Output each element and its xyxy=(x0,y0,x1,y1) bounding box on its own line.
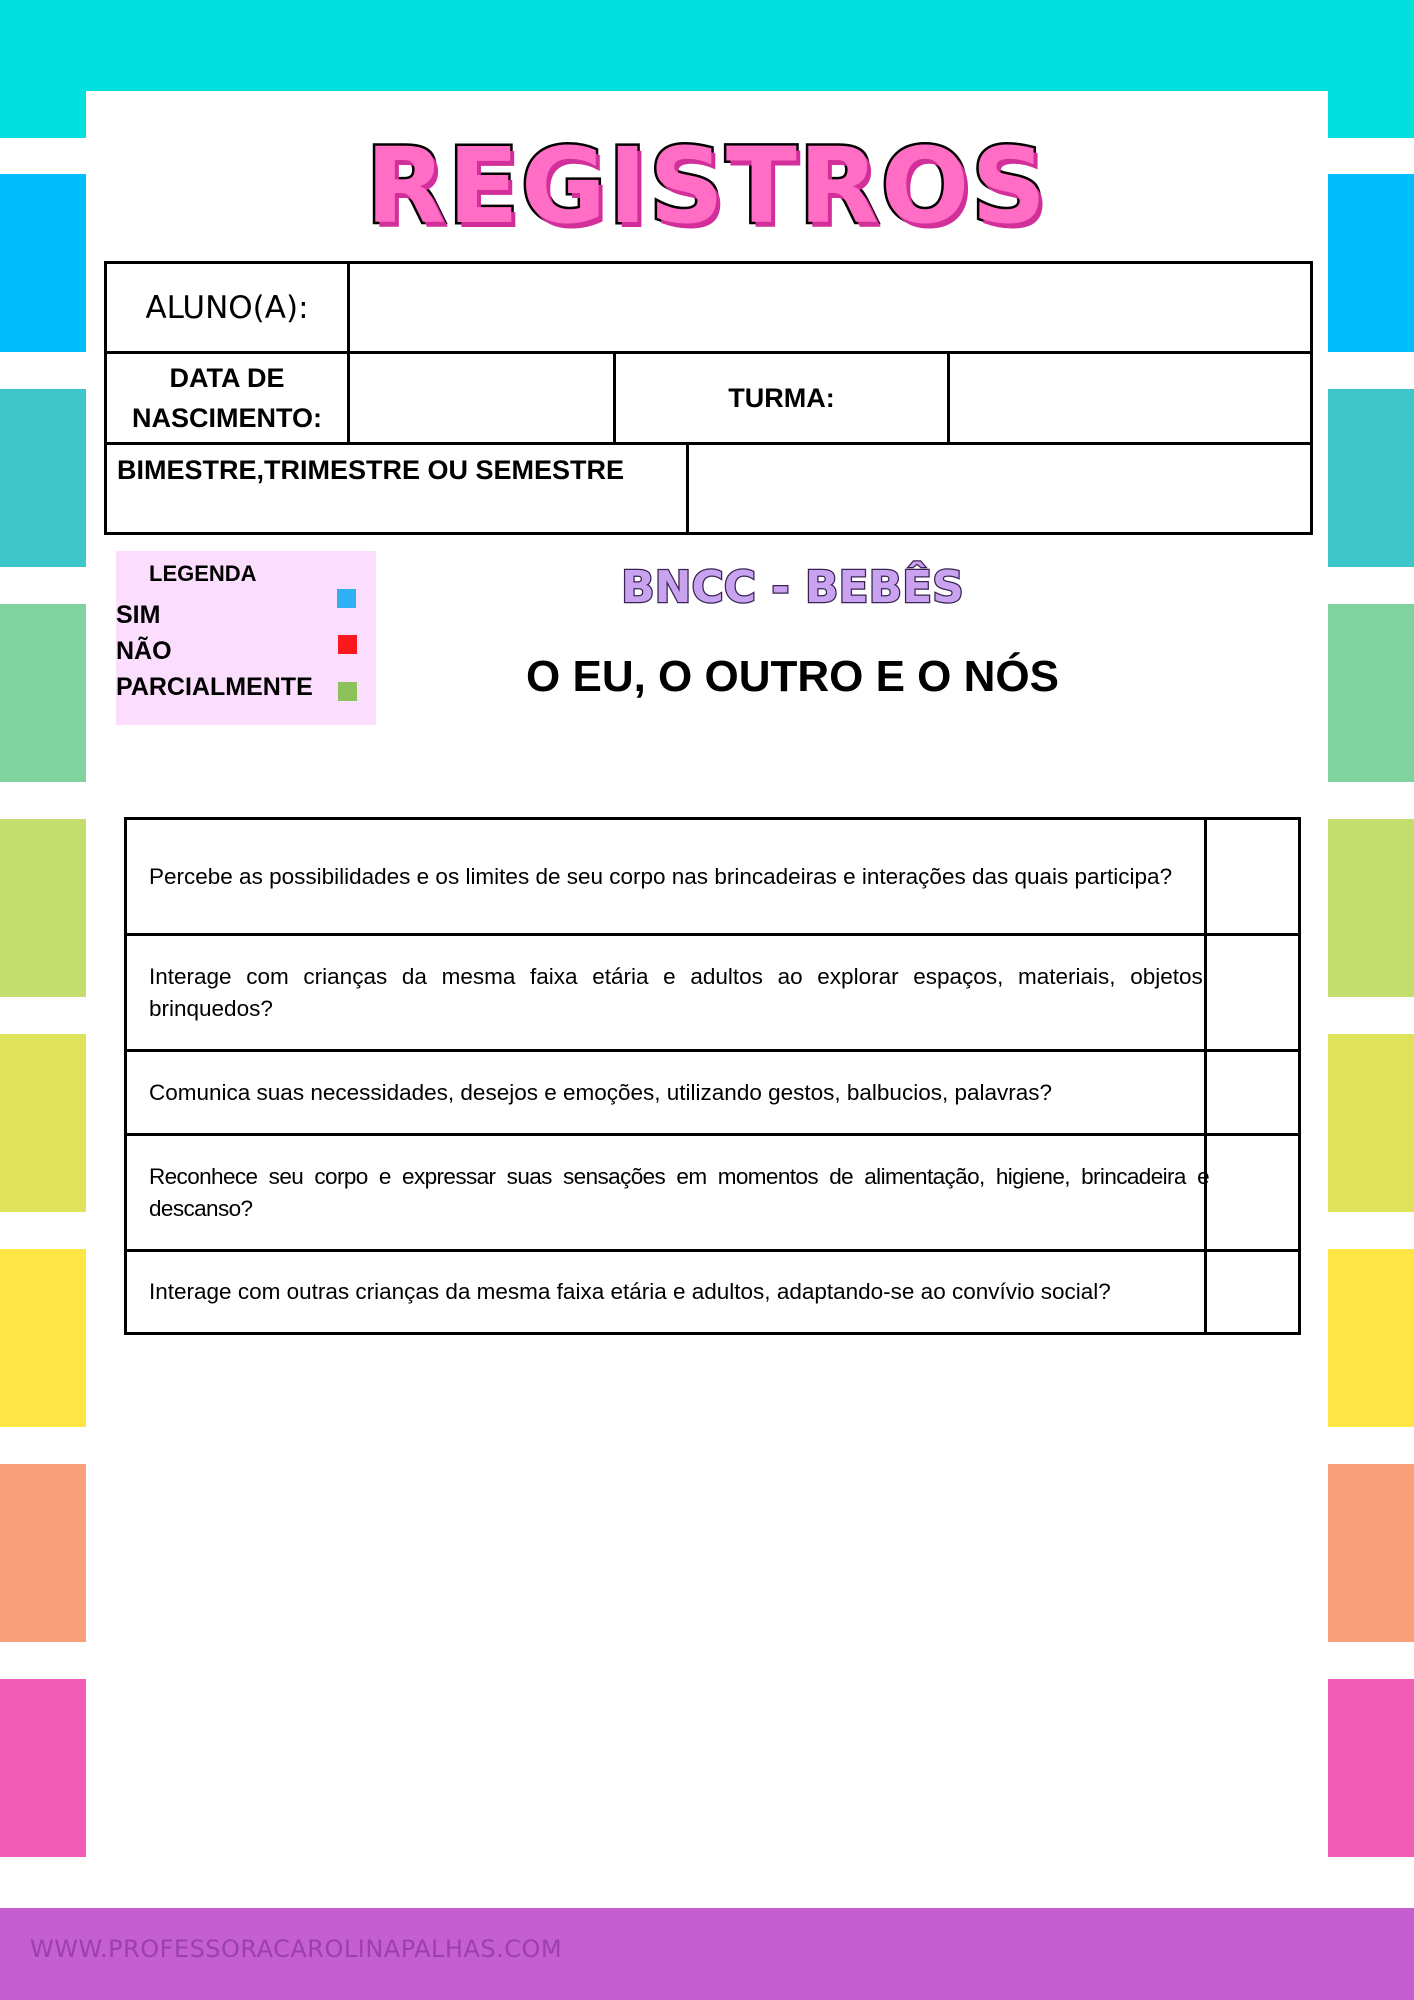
right-stripe xyxy=(1328,389,1414,567)
periodo-field[interactable] xyxy=(689,445,1310,532)
table-row xyxy=(127,936,1298,1052)
legend-box xyxy=(116,551,376,725)
legend-title: LEGENDA xyxy=(149,561,257,586)
legend-item-sim: SIM xyxy=(116,601,161,629)
question-text: Interage com crianças da mesma faixa etária e adultos ao explorar espaços, materiais, objetos, brinquedos? xyxy=(149,963,1209,1021)
table-row xyxy=(127,1052,1298,1136)
answer-cell[interactable] xyxy=(1204,820,1298,933)
right-stripe xyxy=(1328,1464,1414,1642)
table-row xyxy=(127,820,1298,936)
question-text: Interage com outras crianças da mesma faixa etária e adultos, adaptando-se ao convívio social? xyxy=(149,1279,1111,1304)
question-text: Reconhece seu corpo e expressar suas sensações em momentos de alimentação, higiene, brincadeira e descanso? xyxy=(149,1163,1209,1221)
right-stripe xyxy=(1328,819,1414,997)
nascimento-field[interactable] xyxy=(350,354,613,442)
nascimento-label xyxy=(107,354,347,442)
aluno-label: ALUNO(A): xyxy=(145,289,309,326)
answer-cell[interactable] xyxy=(1204,936,1298,1049)
turma-label: TURMA: xyxy=(728,383,835,413)
right-stripe xyxy=(1328,604,1414,782)
left-stripe xyxy=(0,389,86,567)
question-text: Percebe as possibilidades e os limites de seu corpo nas brincadeiras e interações das quais participa? xyxy=(149,863,1173,889)
left-stripe xyxy=(0,1249,86,1427)
bncc-heading: BNCC - BEBÊS xyxy=(621,562,964,613)
swatch-parcialmente xyxy=(338,682,357,701)
answer-cell[interactable] xyxy=(1204,1052,1298,1133)
left-stripe xyxy=(0,819,86,997)
left-stripe xyxy=(0,1679,86,1857)
table-row xyxy=(127,1252,1298,1332)
right-stripe xyxy=(1328,1034,1414,1212)
field-heading: O EU, O OUTRO E O NÓS xyxy=(526,652,1059,701)
periodo-label: BIMESTRE,TRIMESTRE OU SEMESTRE xyxy=(117,455,625,485)
table-row xyxy=(127,1136,1298,1252)
page-title: REGISTROS xyxy=(365,125,1049,247)
right-stripe xyxy=(1328,1679,1414,1857)
footer-url: WWW.PROFESSORACAROLINAPALHAS.COM xyxy=(30,1935,563,1963)
legend-item-nao: NÃO xyxy=(116,637,172,665)
student-info-form xyxy=(104,261,1313,535)
left-stripe xyxy=(0,1034,86,1212)
left-stripe xyxy=(0,174,86,352)
question-text: Comunica suas necessidades, desejos e emoções, utilizando gestos, balbucios, palavras? xyxy=(149,1079,1053,1105)
aluno-field[interactable] xyxy=(350,264,1310,351)
left-stripe xyxy=(0,1464,86,1642)
left-stripe xyxy=(0,604,86,782)
nascimento-label-line2: NASCIMENTO: xyxy=(131,403,322,433)
questions-table xyxy=(124,817,1301,1335)
answer-cell[interactable] xyxy=(1204,1136,1298,1249)
answer-cell[interactable] xyxy=(1204,1252,1298,1332)
nascimento-label-line1: DATA DE xyxy=(169,363,285,393)
right-stripe xyxy=(1328,1249,1414,1427)
swatch-sim xyxy=(337,589,356,608)
legend-item-parcialmente: PARCIALMENTE xyxy=(116,673,313,701)
turma-field[interactable] xyxy=(950,354,1310,442)
swatch-nao xyxy=(338,635,357,654)
right-stripe xyxy=(1328,174,1414,352)
